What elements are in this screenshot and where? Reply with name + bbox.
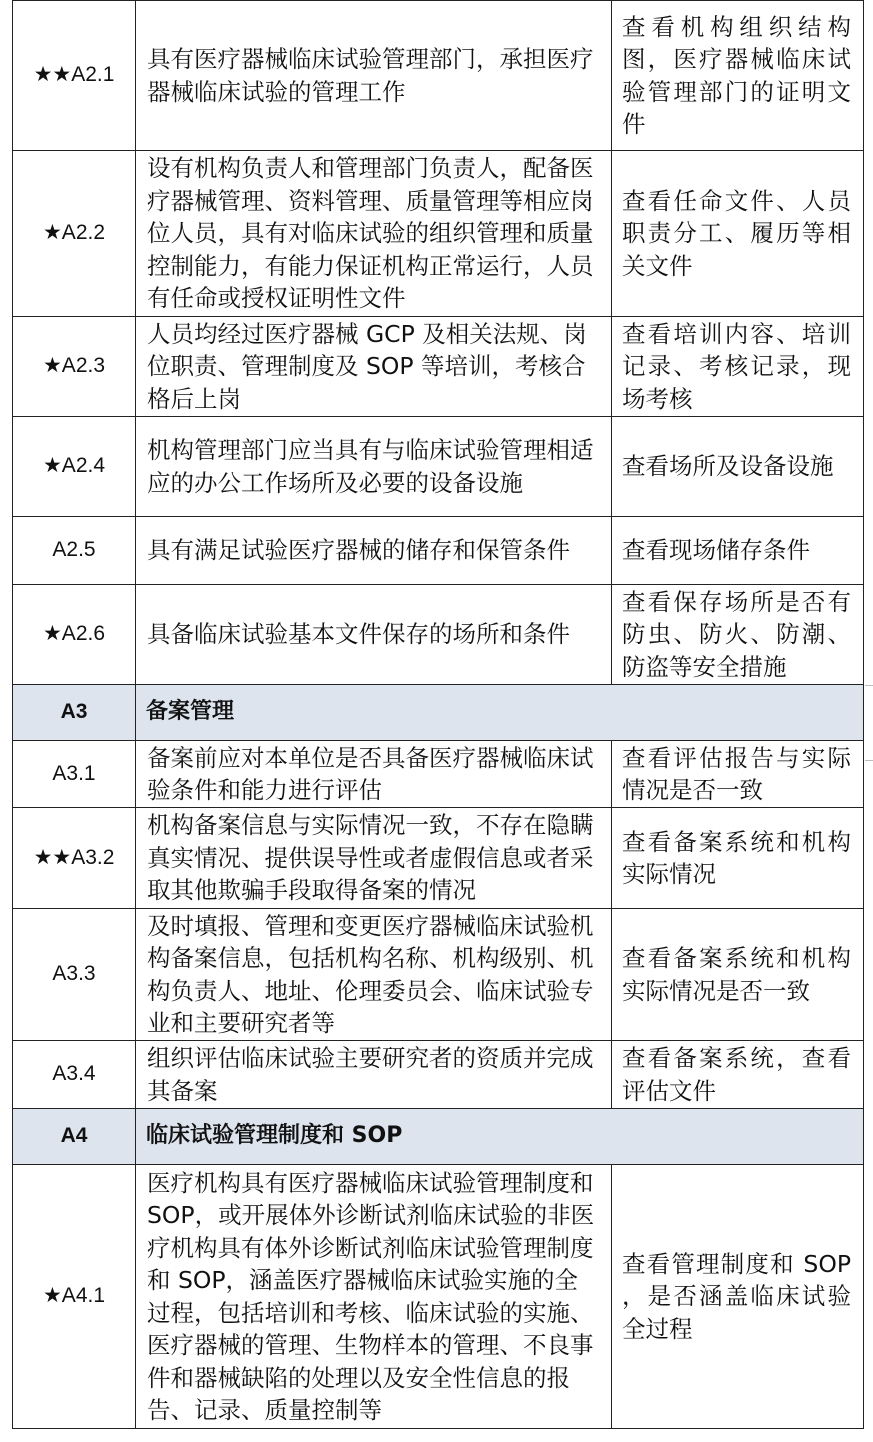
section-header-row — [13, 685, 864, 741]
table-row — [13, 1, 864, 151]
section-title: 备案管理 — [136, 685, 864, 741]
table-row — [13, 1041, 864, 1109]
item-requirement: 机构管理部门应当具有与临床试验管理相适应的办公工作场所及必要的设备设施 — [136, 417, 612, 517]
item-requirement: 备案前应对本单位是否具备医疗器械临床试验条件和能力进行评估 — [136, 741, 612, 808]
page-edge-mark — [865, 760, 873, 761]
section-code: A3 — [13, 685, 136, 741]
item-check-method: 查看备案系统和机构实际情况 — [612, 808, 864, 909]
item-code: A2.5 — [13, 517, 136, 585]
item-code: ★★A2.1 — [13, 1, 136, 151]
table-row — [13, 517, 864, 585]
item-code: A3.1 — [13, 741, 136, 808]
table-row — [13, 585, 864, 685]
item-requirement: 及时填报、管理和变更医疗器械临床试验机构备案信息，包括机构名称、机构级别、机构负责人、地址、伦理委员会、临床试验专业和主要研究者等 — [136, 909, 612, 1041]
item-code: A3.3 — [13, 909, 136, 1041]
item-requirement: 人员均经过医疗器械 GCP 及相关法规、岗位职责、管理制度及 SOP 等培训，考核合格后上岗 — [136, 317, 612, 417]
item-requirement: 具有满足试验医疗器械的储存和保管条件 — [136, 517, 612, 585]
item-check-method: 查看场所及设备设施 — [612, 417, 864, 517]
item-check-method: 查看备案系统和机构实际情况是否一致 — [612, 909, 864, 1041]
item-requirement: 组织评估临床试验主要研究者的资质并完成其备案 — [136, 1041, 612, 1109]
table-row — [13, 1165, 864, 1429]
item-code: ★A2.3 — [13, 317, 136, 417]
table-row — [13, 417, 864, 517]
page-edge-mark — [865, 685, 873, 686]
item-check-method: 查看保存场所是否有防虫、防火、防潮、防盗等安全措施 — [612, 585, 864, 685]
item-requirement: 具有医疗器械临床试验管理部门，承担医疗器械临床试验的管理工作 — [136, 1, 612, 151]
item-requirement: 医疗机构具有医疗器械临床试验管理制度和 SOP，或开展体外诊断试剂临床试验的非医疗机构具有体外诊断试剂临床试验管理制度和 SOP，涵盖医疗器械临床试验实施的全过程，包括培训和考核、临床试验的实施、医疗器械的管理、生物样本的管理、不良事件和器械缺陷的处理以及安全性信息的报告、记录、质量控制等 — [136, 1165, 612, 1429]
item-check-method: 查看培训内容、培训记录、考核记录，现场考核 — [612, 317, 864, 417]
section-header-row — [13, 1109, 864, 1165]
item-check-method: 查看机构组织结构图，医疗器械临床试验管理部门的证明文件 — [612, 1, 864, 151]
table-row — [13, 808, 864, 909]
table-row — [13, 909, 864, 1041]
table-row — [13, 151, 864, 317]
item-check-method: 查看管理制度和 SOP ，是否涵盖临床试验全过程 — [612, 1165, 864, 1429]
item-requirement: 设有机构负责人和管理部门负责人，配备医疗器械管理、资料管理、质量管理等相应岗位人员，具有对临床试验的组织管理和质量控制能力，有能力保证机构正常运行，人员有任命或授权证明性文件 — [136, 151, 612, 317]
item-code: ★★A3.2 — [13, 808, 136, 909]
item-code: ★A2.4 — [13, 417, 136, 517]
item-check-method: 查看任命文件、人员职责分工、履历等相关文件 — [612, 151, 864, 317]
item-code: ★A2.6 — [13, 585, 136, 685]
section-title: 临床试验管理制度和 SOP — [136, 1109, 864, 1165]
section-code: A4 — [13, 1109, 136, 1165]
table-row — [13, 317, 864, 417]
item-check-method: 查看现场储存条件 — [612, 517, 864, 585]
item-requirement: 机构备案信息与实际情况一致，不存在隐瞒真实情况、提供误导性或者虚假信息或者采取其他欺骗手段取得备案的情况 — [136, 808, 612, 909]
table-row — [13, 741, 864, 808]
item-check-method: 查看备案系统，查看评估文件 — [612, 1041, 864, 1109]
item-check-method: 查看评估报告与实际情况是否一致 — [612, 741, 864, 808]
requirements-table — [12, 0, 864, 1429]
item-code: A3.4 — [13, 1041, 136, 1109]
item-requirement: 具备临床试验基本文件保存的场所和条件 — [136, 585, 612, 685]
item-code: ★A4.1 — [13, 1165, 136, 1429]
item-code: ★A2.2 — [13, 151, 136, 317]
